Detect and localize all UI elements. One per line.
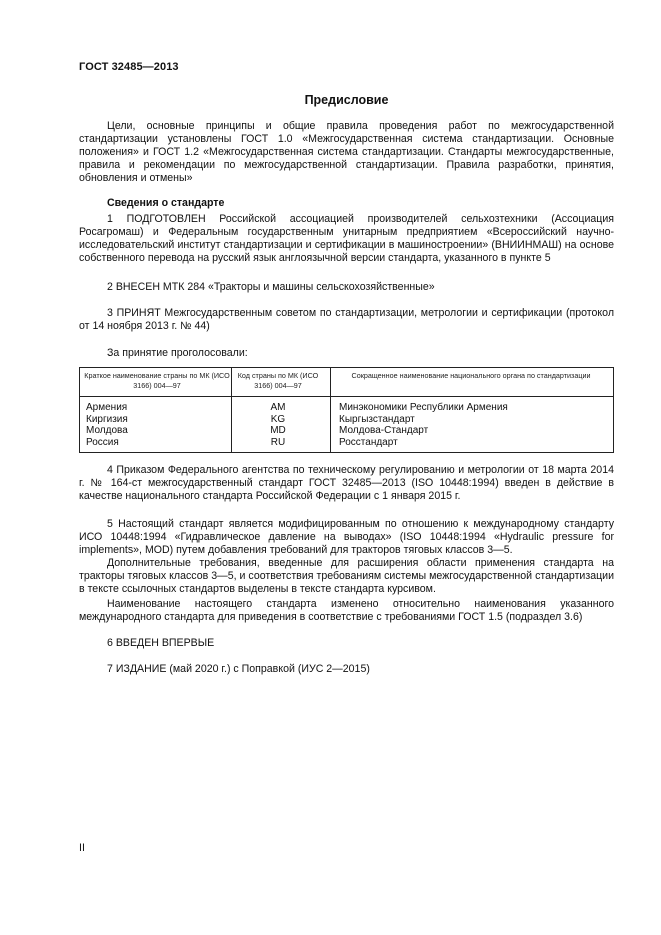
voting-table (79, 367, 614, 453)
item-5-paragraph: 5 Настоящий стандарт является модифицированным по отношению к международному стандарту ИСО 10448:1994 «Гидравлическое давление на выводах» (ISO 10448:1994 «Hydraulic pressure for implements», MOD) путем добавления требований для тракторов тяговых классов 3—5. (79, 518, 614, 556)
table-cell: Молдова-Стандарт (339, 425, 429, 437)
table-column-code (236, 402, 320, 449)
table-header-body: Сокращенное наименование национального органа по стандартизации (351, 371, 591, 380)
table-column-country (86, 402, 246, 449)
document-id: ГОСТ 32485—2013 (79, 61, 179, 73)
page-title: Предисловие (304, 93, 389, 107)
table-cell: Россия (86, 437, 119, 449)
table-column-body (339, 402, 609, 449)
intro-paragraph: Цели, основные принципы и общие правила проведения работ по межгосударственной стандартизации установлены ГОСТ 1.0 «Межгосударственная система стандартизации. Основные положения» и ГОСТ 1.2 «Межгосударственная система стандартизации. Стандарты межгосударственные, правила и рекомендации по межгосударственной стандартизации. Правила разработки, принятия, обновления и отмены» (79, 120, 614, 184)
item-6-paragraph: 6 ВВЕДЕН ВПЕРВЫЕ (107, 637, 215, 649)
table-cell: Киргизия (86, 413, 128, 425)
item-4-paragraph: 4 Приказом Федерального агентства по техническому регулированию и метрологии от 18 марта 2014 г. № 164-ст межгосударственный стандарт ГОСТ 32485—2013 (ISO 10448:1994) введен в действие в качестве национального стандарта Российской Федерации с 1 января 2015 г. (79, 464, 614, 502)
item-5-additional-requirements: Дополнительные требования, введенные для расширения области применения стандарта на тракторы тяговых классов 3—5, и соответствия требованиям системы межгосударственной стандартизации в тексте ссылочных стандартов выделены в тексте стандарта курсивом. (79, 557, 614, 595)
voted-label: За принятие проголосовали: (107, 347, 248, 359)
table-header-row (80, 368, 613, 397)
table-cell: AM (270, 402, 286, 413)
item-7-paragraph: 7 ИЗДАНИЕ (май 2020 г.) с Поправкой (ИУС 2—2015) (107, 663, 370, 675)
item-1-paragraph: 1 ПОДГОТОВЛЕН Российской ассоциацией производителей сельхозтехники (Ассоциация Росагромаш) и Федеральным государственным унитарным предприятием «Всероссийский научно-исследовательский институт стандартизации и сертификации в машиностроении» (ВНИИНМАШ) на основе собственного перевода на русский язык англоязычной версии стандарта, указанного в пункте 5 (79, 213, 614, 264)
section-heading: Сведения о стандарте (107, 197, 225, 209)
table-header-country: Краткое наименование страны по МК (ИСО 3166) 004—97 (84, 371, 230, 390)
item-5-name-change: Наименование настоящего стандарта изменено относительно наименования указанного международного стандарта для приведения в соответствие с требованиями ГОСТ 1.5 (подраздел 3.6) (79, 598, 614, 623)
table-cell: Росстандарт (339, 437, 398, 449)
table-cell: KG (270, 413, 286, 425)
table-cell: Минэкономики Республики Армения (339, 402, 508, 413)
page-number: II (79, 842, 85, 854)
table-cell: MD (270, 425, 286, 437)
item-3-paragraph: 3 ПРИНЯТ Межгосударственным советом по стандартизации, метрологии и сертификации (протокол от 14 ноября 2013 г. № 44) (79, 307, 614, 332)
table-cell: Молдова (86, 425, 128, 437)
table-cell: Армения (86, 402, 128, 413)
item-2-paragraph: 2 ВНЕСЕН МТК 284 «Тракторы и машины сельскохозяйственные» (107, 281, 435, 293)
table-cell: RU (270, 437, 286, 449)
table-header-code: Код страны по МК (ИСО 3166) 004—97 (237, 371, 319, 390)
table-cell: Кыргызстандарт (339, 413, 415, 425)
table-divider (330, 368, 331, 452)
